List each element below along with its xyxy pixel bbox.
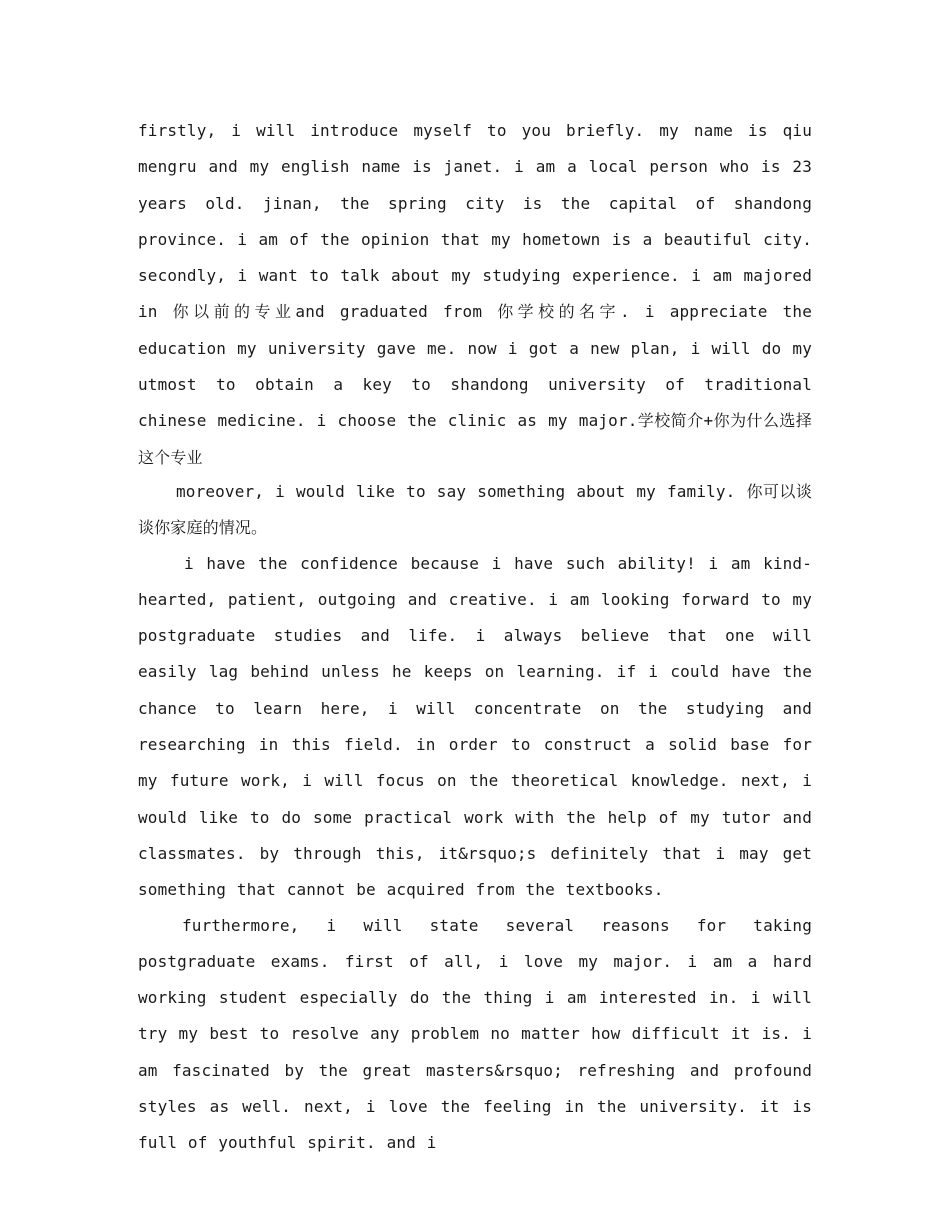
paragraph-reasons: furthermore, i will state several reasons for taking postgraduate exams. first of all, i love my major. i am a hard working student especially do the thing i am interested in. i will try my best to resolve any problem no matter how difficult it is. i am fascinated by the great masters&rsquo; refreshing and profound styles as well. next, i love the feeling in the university. it is full of youthful spirit. and i [138,915,812,1153]
paragraph-family: moreover, i would like to say something about my family. 你可以谈谈你家庭的情况。 [138,481,812,538]
paragraph-confidence: i have the confidence because i have such ability! i am kind-hearted, patient, outgoing and creative. i am looking forward to my postgraduate studies and life. i always believe that one will easily lag behind unless he keeps on learning. if i could have the chance to learn here, i will concentrate on the studying and researching in this field. in order to construct a solid base for my future work, i will focus on the theoretical knowledge. next, i would like to do some practical work with the help of my tutor and classmates. by through this, it&rsquo;s definitely that i may get something that cannot be acquired from the textbooks. [138,553,812,900]
document-page [138,113,812,1162]
paragraph-introduction: firstly, i will introduce myself to you briefly. my name is qiu mengru and my english name is janet. i am a local person who is 23 years old. jinan, the spring city is the capital of shandong province. i am of the opinion that my hometown is a beautiful city. secondly, i want to talk about my studying experience. i am majored in 你以前的专业and graduated from 你学校的名字. i appreciate the education my university gave me. now i got a new plan, i will do my utmost to obtain a key to shandong university of traditional chinese medicine. i choose the clinic as my major.学校简介+你为什么选择这个专业 [138,121,812,467]
